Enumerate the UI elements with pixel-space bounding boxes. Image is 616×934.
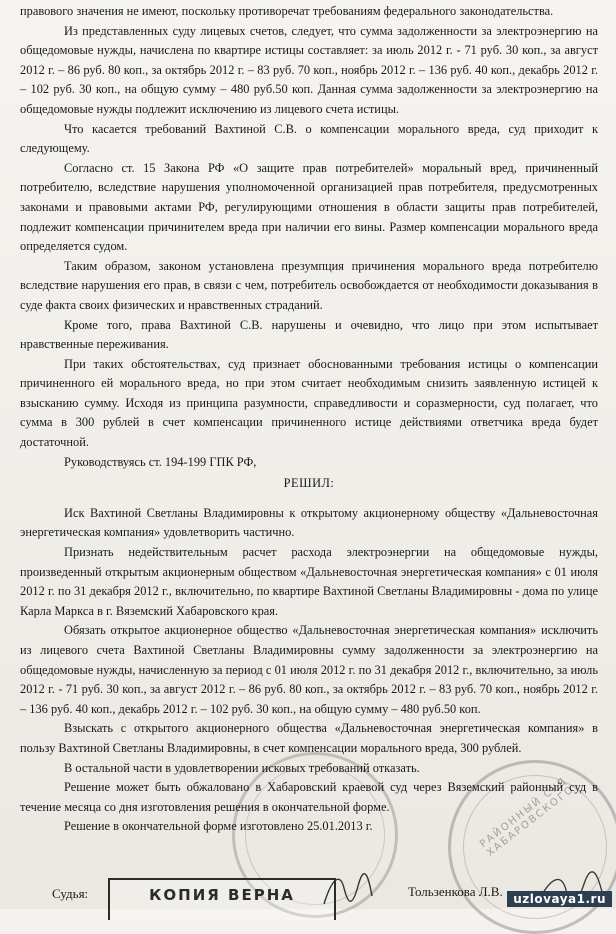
paragraph: правового значения не имеют, поскольку противоречат требованиям федерального законодательства.: [20, 4, 554, 18]
paragraph: Руководствуясь ст. 194-199 ГПК РФ,: [64, 454, 257, 469]
decision-paragraph: Иск Вахтиной Светланы Владимировны к открытому акционерному обществу «Дальневосточная энергетическая компания» удовлетворить частично.: [20, 505, 598, 540]
paragraph: Таким образом, законом установлена презумпция причинения морального вреда потребителю вследствие нарушения его прав, в связи с чем, потребитель освобождается от необходимости доказывания в суде факта своих физических и нравственных страданий.: [20, 258, 598, 312]
paragraph: Кроме того, права Вахтиной С.В. нарушены и очевидно, что лицо при этом испытывает нравственные переживания.: [20, 317, 598, 352]
paragraph: Из представленных суду лицевых счетов, следует, что сумма задолженности за электроэнергию на общедомовые нужды, начислена по квартире истицы составляет: за июль 2012 г. - 71 руб. 30 коп., за август 2012 г. – 86 руб. 80 коп., за октябрь 2012 г. – 83 руб. 70 коп., ноябрь 2012 г. – 136 руб. 40 коп., декабрь 2012 г. – 102 руб. 30 коп., на общую сумму – 480 руб.50 коп. Данная сумма задолженности за электроэнергию на общедомовые нужды подлежит исключению из лицевого счета истицы.: [20, 23, 598, 116]
paragraph: Что касается требований Вахтиной С.В. о компенсации морального вреда, суд приходит к следующему.: [20, 121, 598, 156]
judge-label: Судья:: [52, 886, 89, 901]
site-watermark: uzlovaya1.ru: [507, 891, 612, 907]
copy-stamp-text: КОПИЯ ВЕРНА: [149, 886, 295, 904]
judge-name: Тользенкова Л.В.: [408, 884, 503, 899]
decision-paragraph: Обязать открытое акционерное общество «Дальневосточная энергетическая компания» исключить из лицевого счета Вахтиной Светланы Владимировны сумму задолженности за электроэнергию на общедомовые нужды, начисленную за период с 01 июля 2012 г. по 31 декабря 2012 г., включительно, за июль 2012 г. - 71 руб. 30 коп., за август 2012 г. – 86 руб. 80 коп., за октябрь 2012 г. – 83 руб. 70 коп., ноябрь 2012 г. – 136 руб. 40 коп., декабрь 2012 г. – 102 руб. 30 коп., на общую сумму – 480 руб.50 коп.: [20, 623, 598, 716]
paragraph: Согласно ст. 15 Закона РФ «О защите прав потребителей» моральный вред, причиненный потребителю, вследствие нарушения уполномоченной организацией прав потребителя, предусмотренных законами и правовыми актами РФ, регулирующими отношения в области защиты прав потребителей, подлежит компенсации причинителем вреда при наличии его вины. Размер компенсации морального вреда определяется судом.: [20, 160, 598, 254]
verdict-heading: РЕШИЛ:: [283, 476, 335, 491]
signature-scribble: [318, 868, 378, 912]
decision-paragraph: Взыскать с открытого акционерного общества «Дальневосточная энергетическая компания» в пользу Вахтиной Светланы Владимировны, в счет компенсации морального вреда, 300 рублей.: [20, 721, 598, 755]
document-body: [20, 2, 598, 837]
seal-ring-text: РАЙОННЫЙ СУД ХАБАРОВСКОГО: [478, 775, 577, 859]
decision-paragraph: В остальной части в удовлетворении исковых требований отказать.: [64, 760, 420, 775]
decision-paragraph: Признать недействительным расчет расхода электроэнергии на общедомовые нужды, произведенный открытым акционерным обществом «Дальневосточная энергетическая компания» с 01 июля 2012 г. по 31 декабря 2012 г., включительно, по квартире Вахтиной Светланы Владимировны - дома по улице Карла Маркса в г. Вяземский Хабаровского края.: [20, 545, 598, 618]
decision-paragraph: Решение может быть обжаловано в Хабаровский краевой суд через Вяземский районный суд в течение месяца со дня изготовления решения в окончательной форме.: [20, 780, 598, 814]
copy-verified-stamp: [108, 878, 336, 920]
paragraph: При таких обстоятельствах, суд признает обоснованными требования истицы о компенсации причиненного ей морального вреда, но при этом считает необходимым снизить заявленную истицей к взысканию сумму. Исходя из принципа разумности, справедливости и соразмерности, суд полагает, что сумма в 300 рублей в счет компенсации причиненного истице действиями ответчика вреда будет достаточной.: [20, 356, 598, 450]
decision-paragraph: Решение в окончательной форме изготовлено 25.01.2013 г.: [64, 819, 373, 834]
